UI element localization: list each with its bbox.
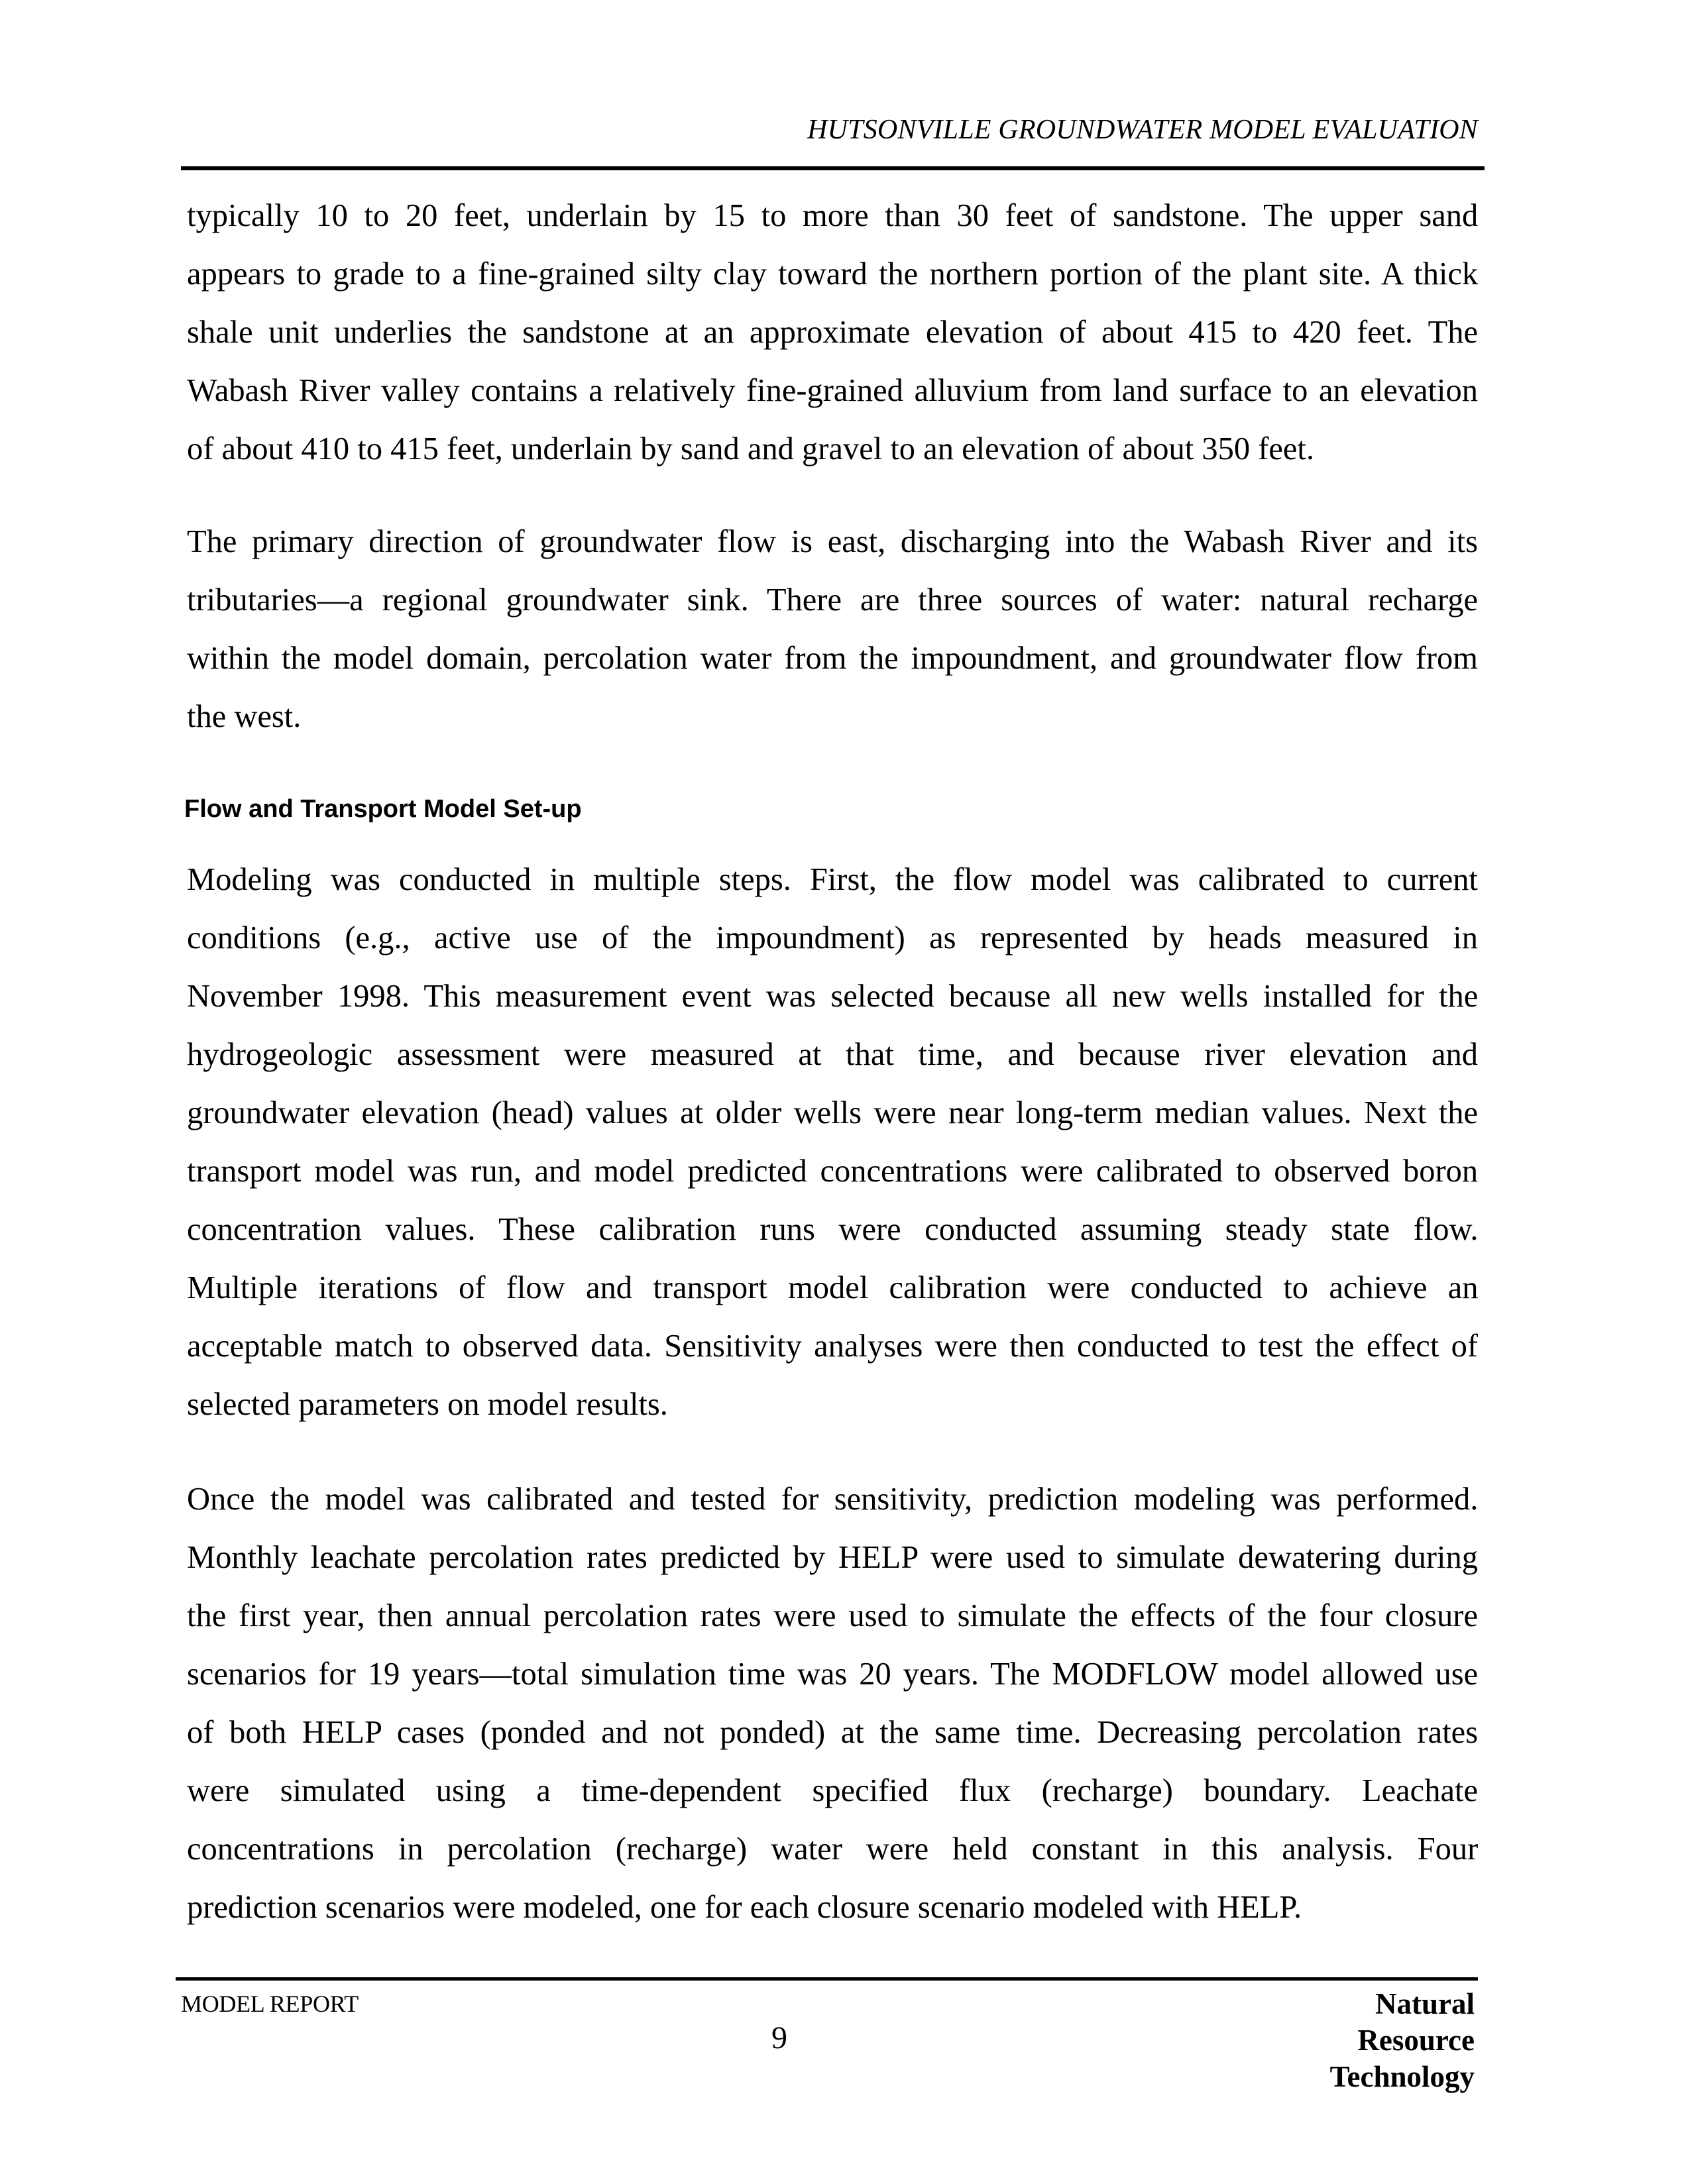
text-line: concentrations in percolation (recharge) water were held constant in this analysis. Four	[187, 1831, 1479, 1867]
text-line: selected parameters on model results.	[187, 1387, 668, 1422]
paragraph-model-calibration	[187, 851, 1478, 1434]
text-line: transport model was run, and model predicted concentrations were calibrated to observed boron	[187, 1154, 1479, 1189]
text-line: of both HELP cases (ponded and not ponded) at the same time. Decreasing percolation rates	[187, 1715, 1479, 1750]
text-line: Once the model was calibrated and tested for sensitivity, prediction modeling was performed.	[187, 1482, 1479, 1517]
text-line: hydrogeologic assessment were measured at that time, and because river elevation and	[187, 1037, 1479, 1072]
section-heading: Flow and Transport Model Set-up	[184, 795, 582, 823]
text-line: tributaries—a regional groundwater sink. There are three sources of water: natural recharge	[187, 582, 1479, 618]
text-line: prediction scenarios were modeled, one for each closure scenario modeled with HELP.	[187, 1890, 1302, 1925]
text-line: typically 10 to 20 feet, underlain by 15 to more than 30 feet of sandstone. The upper sand	[187, 198, 1479, 233]
paragraph-geology	[187, 187, 1478, 478]
paragraph-prediction-modeling	[187, 1470, 1478, 1937]
text-line: Multiple iterations of flow and transport model calibration were conducted to achieve an	[187, 1270, 1479, 1305]
text-line: scenarios for 19 years—total simulation time was 20 years. The MODFLOW model allowed use	[187, 1657, 1479, 1692]
paragraph-groundwater-flow	[187, 513, 1478, 746]
text-line: groundwater elevation (head) values at older wells were near long-term median values. Next the	[187, 1095, 1478, 1130]
text-line: the west.	[187, 699, 302, 734]
text-line: appears to grade to a fine-grained silty clay toward the northern portion of the plant site. A thick	[187, 256, 1479, 292]
text-line: Wabash River valley contains a relatively fine-grained alluvium from land surface to an elevation	[187, 373, 1478, 408]
company-name	[1330, 1986, 1475, 2095]
text-line: were simulated using a time-dependent specified flux (recharge) boundary. Leachate	[187, 1773, 1478, 1808]
footer-rule	[176, 1977, 1478, 1981]
text-line: conditions (e.g., active use of the impoundment) as represented by heads measured in	[187, 920, 1478, 956]
text-line: within the model domain, percolation water from the impoundment, and groundwater flow from	[187, 641, 1478, 676]
text-line: Monthly leachate percolation rates predicted by HELP were used to simulate dewatering during	[187, 1540, 1478, 1575]
text-line: of about 410 to 415 feet, underlain by sand and gravel to an elevation of about 350 feet.	[187, 431, 1315, 466]
text-line: the first year, then annual percolation rates were used to simulate the effects of the four closure	[187, 1598, 1478, 1633]
text-line: acceptable match to observed data. Sensitivity analyses were then conducted to test the effect of	[187, 1329, 1478, 1364]
page-number: 9	[771, 2020, 787, 2055]
header-rule	[181, 166, 1485, 170]
text-line: November 1998. This measurement event was selected because all new wells installed for the	[187, 979, 1479, 1014]
text-line: Modeling was conducted in multiple steps. First, the flow model was calibrated to current	[187, 862, 1478, 897]
company-name-line: Technology	[1329, 2060, 1475, 2093]
footer-document-type: MODEL REPORT	[181, 1991, 359, 2017]
company-name-line: Natural	[1375, 1987, 1475, 2020]
running-header-title: HUTSONVILLE GROUNDWATER MODEL EVALUATION	[807, 115, 1478, 145]
text-line: The primary direction of groundwater flow is east, discharging into the Wabash River and its	[187, 524, 1478, 559]
company-name-line: Resource	[1357, 2024, 1475, 2057]
text-line: shale unit underlies the sandstone at an approximate elevation of about 415 to 420 feet. The	[187, 315, 1478, 350]
text-line: concentration values. These calibration runs were conducted assuming steady state flow.	[187, 1212, 1479, 1247]
